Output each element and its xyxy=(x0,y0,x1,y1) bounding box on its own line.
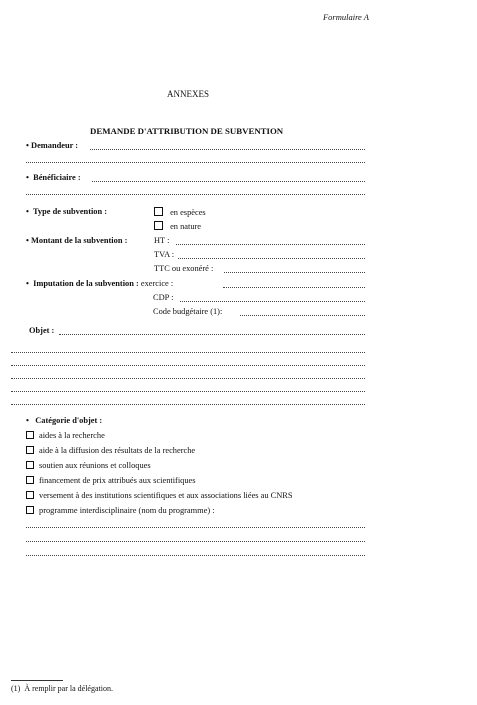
objet-line-5[interactable] xyxy=(11,391,365,392)
type-subvention-label: • Type de subvention : xyxy=(26,207,108,216)
type-option-nature[interactable] xyxy=(154,221,201,231)
checkbox-icon[interactable] xyxy=(26,491,34,499)
footnote-text: À remplir par la délégation. xyxy=(24,684,113,693)
montant-ttc-line[interactable] xyxy=(224,272,365,273)
form-label: Formulaire A xyxy=(322,12,369,22)
programme-line-3[interactable] xyxy=(26,555,365,556)
categorie-option-1[interactable] xyxy=(26,431,105,440)
demandeur-text: Demandeur : xyxy=(31,141,79,150)
categorie-option-4[interactable] xyxy=(26,476,196,485)
programme-line-1[interactable] xyxy=(26,527,365,528)
footnote xyxy=(11,684,113,693)
objet-line-4[interactable] xyxy=(11,378,365,379)
categorie-option-label: aide à la diffusion des résultats de la recherche xyxy=(39,446,196,455)
categorie-option-5[interactable] xyxy=(26,491,293,500)
categorie-option-label: versement à des institutions scientifiques et aux associations liées au CNRS xyxy=(39,491,293,500)
categorie-option-label: aides à la recherche xyxy=(39,431,105,440)
imputation-cdp-label: CDP : xyxy=(153,293,174,302)
imputation-code-label: Code budgétaire (1): xyxy=(153,307,223,316)
type-subvention-text: Type de subvention : xyxy=(32,207,108,216)
montant-text: Montant de la subvention : xyxy=(31,236,128,245)
categorie-option-label: programme interdisciplinaire (nom du programme) : xyxy=(39,506,215,515)
montant-tva-label: TVA : xyxy=(154,250,175,259)
programme-line-2[interactable] xyxy=(26,541,365,542)
objet-line-3[interactable] xyxy=(11,365,365,366)
form-title: DEMANDE D'ATTRIBUTION DE SUBVENTION xyxy=(90,126,284,136)
demandeur-label: • Demandeur : xyxy=(26,141,79,150)
objet-line-1[interactable] xyxy=(59,334,365,335)
checkbox-icon[interactable] xyxy=(26,446,34,454)
type-option-especes[interactable] xyxy=(154,207,206,217)
montant-tva-line[interactable] xyxy=(178,258,365,259)
checkbox-icon[interactable] xyxy=(26,461,34,469)
categorie-title: • Catégorie d'objet : xyxy=(26,416,103,425)
checkbox-icon[interactable] xyxy=(154,207,163,216)
imputation-exercice-line[interactable] xyxy=(223,287,365,288)
objet-line-2[interactable] xyxy=(11,352,365,353)
categorie-option-2[interactable] xyxy=(26,446,195,455)
montant-ht-line[interactable] xyxy=(176,244,365,245)
type-option-especes-label: en espèces xyxy=(170,208,206,217)
imputation-cdp-line[interactable] xyxy=(180,301,365,302)
beneficiaire-text: Bénéficiaire : xyxy=(33,173,81,182)
imputation-exercice-label: exercice : xyxy=(140,279,174,288)
demandeur-line-2[interactable] xyxy=(26,162,365,163)
montant-ht-label: HT : xyxy=(154,236,170,245)
imputation-text: Imputation de la subvention : xyxy=(33,279,139,288)
annex-title: ANNEXES xyxy=(167,89,209,99)
checkbox-icon[interactable] xyxy=(26,431,34,439)
categorie-option-3[interactable] xyxy=(26,461,151,470)
categorie-option-label: soutien aux réunions et colloques xyxy=(39,461,151,470)
objet-line-6[interactable] xyxy=(11,404,365,405)
categorie-title-text: Catégorie d'objet : xyxy=(35,416,103,425)
footnote-rule xyxy=(11,680,63,681)
footnote-marker: (1) xyxy=(11,684,21,693)
type-option-nature-label: en nature xyxy=(170,222,202,231)
beneficiaire-label: • Bénéficiaire : xyxy=(26,173,81,182)
checkbox-icon[interactable] xyxy=(26,476,34,484)
imputation-code-line[interactable] xyxy=(240,315,365,316)
beneficiaire-line-1[interactable] xyxy=(92,181,365,182)
categorie-option-label: financement de prix attribués aux scientifiques xyxy=(39,476,196,485)
categorie-option-6[interactable] xyxy=(26,506,215,515)
montant-label: • Montant de la subvention : xyxy=(26,236,128,245)
checkbox-icon[interactable] xyxy=(154,221,163,230)
beneficiaire-line-2[interactable] xyxy=(26,194,365,195)
demandeur-line-1[interactable] xyxy=(90,149,365,150)
objet-label: Objet : xyxy=(29,326,55,335)
montant-ttc-label: TTC ou exonéré : xyxy=(154,264,214,273)
checkbox-icon[interactable] xyxy=(26,506,34,514)
imputation-row: • Imputation de la subvention : exercice : xyxy=(26,279,174,288)
